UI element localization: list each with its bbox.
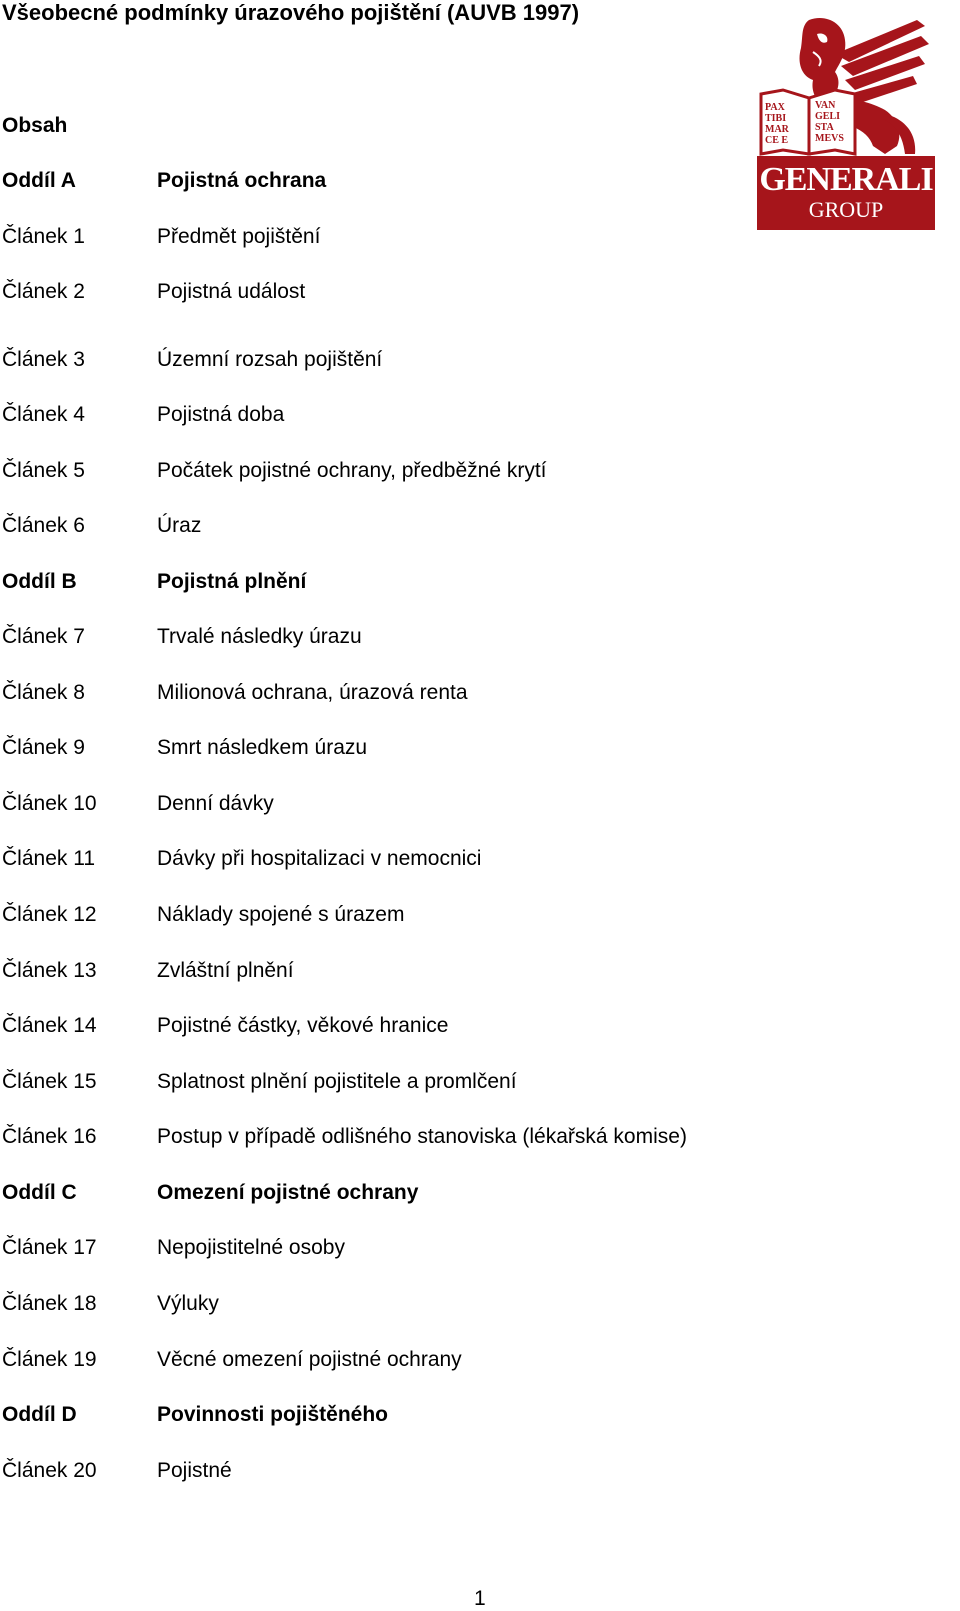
toc-section-row <box>0 1180 760 1210</box>
toc-article-row <box>0 624 760 654</box>
toc-entry-title: Omezení pojistné ochrany <box>157 1181 419 1204</box>
toc-article-row <box>0 1124 760 1154</box>
toc-article-row <box>0 735 760 765</box>
toc-entry-title: Úraz <box>157 514 202 537</box>
book-left-line: CE E <box>765 135 789 146</box>
toc-article-row <box>0 1347 760 1377</box>
toc-entry-title: Postup v případě odlišného stanoviska (lékařská komise) <box>157 1125 687 1148</box>
toc-entry-label: Oddíl A <box>2 169 76 192</box>
toc-entry-title: Trvalé následky úrazu <box>157 625 362 648</box>
toc-entry-label: Článek 13 <box>2 959 97 982</box>
toc-entry-label: Článek 8 <box>2 681 85 704</box>
toc-entry-title: Pojistné částky, věkové hranice <box>157 1014 449 1037</box>
toc-entry-label: Článek 3 <box>2 348 85 371</box>
toc-entry-title: Pojistná doba <box>157 403 285 426</box>
toc-entry-title: Náklady spojené s úrazem <box>157 903 405 926</box>
toc-entry-title: Zvláštní plnění <box>157 959 294 982</box>
toc-article-row <box>0 224 760 254</box>
toc-article-row <box>0 1069 760 1099</box>
toc-entry-label: Článek 18 <box>2 1292 97 1315</box>
toc-section-row <box>0 569 760 599</box>
toc-entry-title: Počátek pojistné ochrany, předběžné krytí <box>157 459 547 482</box>
toc-entry-title: Pojistná událost <box>157 280 306 303</box>
toc-entry-title: Splatnost plnění pojistitele a promlčení <box>157 1070 517 1093</box>
book-right-line: MEVS <box>815 133 844 144</box>
generali-logo <box>757 14 935 230</box>
toc-entry-label: Oddíl D <box>2 1403 77 1426</box>
logo-group-text: GROUP <box>808 197 884 222</box>
book-left-line: MAR <box>765 124 789 135</box>
toc-entry-label: Článek 15 <box>2 1070 97 1093</box>
toc-entry-title: Dávky při hospitalizaci v nemocnici <box>157 847 482 870</box>
toc-entry-title: Povinnosti pojištěného <box>157 1403 389 1426</box>
toc-article-row <box>0 846 760 876</box>
toc-entry-label: Článek 9 <box>2 736 85 759</box>
toc-heading: Obsah <box>2 114 68 137</box>
toc-section-row <box>0 1402 760 1432</box>
book-right-line: STA <box>815 122 834 133</box>
toc-entry-title: Nepojistitelné osoby <box>157 1236 345 1259</box>
toc-entry-title: Pojistné <box>157 1459 232 1482</box>
book-right-line: GELI <box>815 111 841 122</box>
toc-entry-label: Článek 1 <box>2 225 85 248</box>
toc-entry-label: Článek 14 <box>2 1014 97 1037</box>
toc-entry-label: Článek 2 <box>2 280 85 303</box>
toc-entry-label: Článek 19 <box>2 1348 97 1371</box>
book-right-line: VAN <box>815 100 836 111</box>
toc-entry-label: Článek 11 <box>2 847 96 870</box>
page-number: 1 <box>474 1587 486 1610</box>
toc-entry-label: Článek 6 <box>2 514 85 537</box>
toc-article-row <box>0 1458 760 1488</box>
toc-entry-label: Oddíl C <box>2 1181 77 1204</box>
toc-entry-title: Věcné omezení pojistné ochrany <box>157 1348 462 1371</box>
toc-entry-label: Článek 20 <box>2 1459 97 1482</box>
toc-entry-label: Článek 5 <box>2 459 85 482</box>
logo-brand-name: GENERALI <box>759 161 933 198</box>
document-title: Všeobecné podmínky úrazového pojištění (AUVB 1997) <box>2 0 580 25</box>
toc-entry-title: Pojistná ochrana <box>157 169 327 192</box>
toc-entry-label: Článek 7 <box>2 625 85 648</box>
toc-article-row <box>0 680 760 710</box>
toc-article-row <box>0 347 760 377</box>
toc-entry-title: Denní dávky <box>157 792 274 815</box>
toc-entry-title: Smrt následkem úrazu <box>157 736 368 759</box>
toc-entry-title: Výluky <box>157 1292 219 1315</box>
toc-article-row <box>0 1291 760 1321</box>
toc-article-row <box>0 279 760 309</box>
toc-article-row <box>0 958 760 988</box>
toc-section-row <box>0 168 760 198</box>
toc-article-row <box>0 1235 760 1265</box>
toc-article-row <box>0 402 760 432</box>
book-left-line: PAX <box>765 102 785 113</box>
toc-entry-label: Oddíl B <box>2 570 77 593</box>
toc-entry-title: Pojistná plnění <box>157 570 307 593</box>
toc-entry-label: Článek 12 <box>2 903 97 926</box>
toc-entry-label: Článek 17 <box>2 1236 97 1259</box>
toc-article-row <box>0 1013 760 1043</box>
toc-entry-label: Článek 4 <box>2 403 85 426</box>
toc-article-row <box>0 791 760 821</box>
toc-entry-title: Milionová ochrana, úrazová renta <box>157 681 468 704</box>
toc-entry-title: Územní rozsah pojištění <box>157 348 383 371</box>
toc-article-row <box>0 902 760 932</box>
toc-article-row <box>0 513 760 543</box>
toc-entry-label: Článek 16 <box>2 1125 97 1148</box>
toc-article-row <box>0 458 760 488</box>
toc-entry-title: Předmět pojištění <box>157 225 321 248</box>
toc-entry-label: Článek 10 <box>2 792 97 815</box>
book-left-line: TIBI <box>765 113 787 124</box>
